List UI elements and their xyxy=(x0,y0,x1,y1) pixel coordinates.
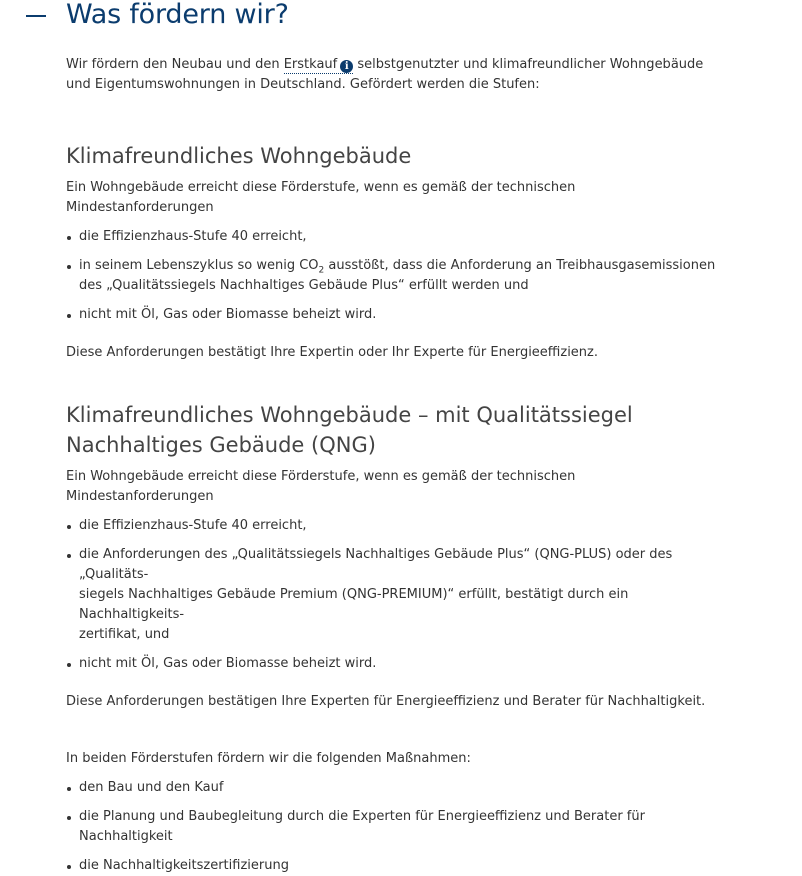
section1-note: Diese Anforderungen bestätigt Ihre Expertin oder Ihr Experte für Energieeffizienz. xyxy=(66,345,598,360)
erstkauf-link-label: Erstkauf xyxy=(283,57,338,72)
list-item xyxy=(66,305,726,325)
section2-heading-line2: Nachhaltiges Gebäude (QNG) xyxy=(66,433,376,457)
list-item-text: die Anforderungen des „Qualitätssiegels Nachhaltiges Gebäude Plus“ (QNG-PLUS) oder des „Qualitäts- xyxy=(79,547,673,582)
section2-list xyxy=(66,516,726,674)
section2-note: Diese Anforderungen bestätigen Ihre Experten für Energieeffizienz und Berater für Nachhaltigkeit. xyxy=(66,694,706,709)
list-item-text: die Effizienzhaus-Stufe 40 erreicht, xyxy=(79,518,307,533)
list-item xyxy=(66,654,726,674)
list-item-text: siegels Nachhaltiges Gebäude Premium (QNG-PREMIUM)“ erfüllt, bestätigt durch ein Nachhaltigkeits- xyxy=(79,587,629,622)
list-item xyxy=(66,516,726,536)
co2-subscript: 2 xyxy=(318,265,325,276)
list-item xyxy=(66,256,726,296)
list-item xyxy=(66,778,726,798)
list-item-text: in seinem Lebenszyklus so wenig CO xyxy=(79,258,319,273)
section1-lead: Ein Wohngebäude erreicht diese Förderstufe, wenn es gemäß der technischen Mindestanforderungen xyxy=(66,180,576,215)
measures-list xyxy=(66,778,726,876)
intro-text-before: Wir fördern den Neubau und den xyxy=(66,57,280,72)
section2-heading-line1: Klimafreundliches Wohngebäude – mit Qualitätssiegel xyxy=(66,403,633,427)
list-item xyxy=(66,227,726,247)
section2-heading xyxy=(66,400,726,460)
collapse-minus-icon[interactable] xyxy=(26,15,46,17)
erstkauf-link[interactable] xyxy=(284,57,354,74)
list-item xyxy=(66,807,726,847)
section1-list xyxy=(66,227,726,325)
section1-heading: Klimafreundliches Wohngebäude xyxy=(66,144,412,168)
intro-text-after: selbstgenutzter und klimafreundlicher Wohngebäude und Eigentumswohnungen in Deutschland. Gefördert werden die Stufen: xyxy=(66,57,704,92)
list-item-text: die Planung und Baubegleitung durch die Experten für Energieeffizienz und Berater für Nachhaltigkeit xyxy=(79,809,645,844)
page-title: Was fördern wir? xyxy=(66,0,289,30)
accordion-header[interactable] xyxy=(26,0,289,32)
measures-lead: In beiden Förderstufen fördern wir die folgenden Maßnahmen: xyxy=(66,751,471,766)
accordion-content xyxy=(66,55,726,876)
list-item-text: die Effizienzhaus-Stufe 40 erreicht, xyxy=(79,229,307,244)
list-item-text: nicht mit Öl, Gas oder Biomasse beheizt wird. xyxy=(79,656,377,671)
intro-paragraph xyxy=(66,55,726,95)
list-item-text: zertifikat, und xyxy=(79,627,170,642)
list-item xyxy=(66,856,726,876)
list-item-text: ausstößt, dass die Anforderung an Treibhausgasemissionen des „Qualitätssiegels Nachhaltiges Gebäude Plus“ erfüllt werden und xyxy=(79,258,716,293)
list-item-text: den Bau und den Kauf xyxy=(79,780,224,795)
info-icon[interactable]: i xyxy=(340,60,353,73)
list-item xyxy=(66,545,726,645)
section2-lead: Ein Wohngebäude erreicht diese Förderstufe, wenn es gemäß der technischen Mindestanforderungen xyxy=(66,469,576,504)
list-item-text: nicht mit Öl, Gas oder Biomasse beheizt wird. xyxy=(79,307,377,322)
list-item-text: die Nachhaltigkeitszertifizierung xyxy=(79,858,289,873)
